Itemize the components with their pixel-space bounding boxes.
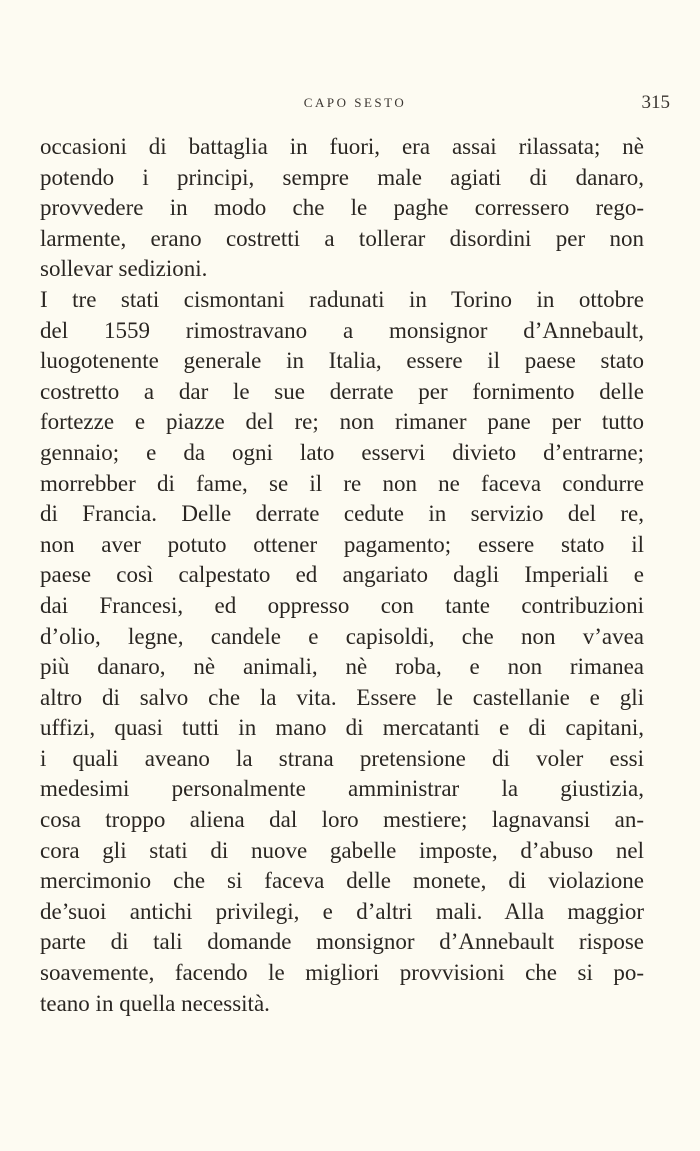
text-line: di Francia. Delle derrate cedute in servizio del re,: [40, 501, 644, 527]
text-line: occasioni di battaglia in fuori, era assai rilassata; nè: [40, 134, 644, 159]
chapter-title: CAPO SESTO: [303, 95, 407, 110]
text-line: larmente, erano costretti a tollerar disordini per non: [40, 225, 644, 251]
text-line: potendo i principi, sempre male agiati di danaro,: [40, 164, 644, 190]
text-line: uffizi, quasi tutti in mano di mercatanti e di capitani,: [40, 715, 644, 741]
text-line: altro di salvo che la vita. Essere le castellanie e gli: [40, 684, 644, 710]
text-line: luogotenente generale in Italia, essere il paese stato: [40, 348, 644, 374]
text-line: dai Francesi, ed oppresso con tante contribuzioni: [40, 592, 644, 618]
text-line: provvedere in modo che le paghe corressero rego-: [40, 195, 644, 221]
text-line: fortezze e piazze del re; non rimaner pane per tutto: [40, 409, 644, 435]
page-number: 315: [641, 92, 670, 113]
text-line: de’suoi antichi privilegi, e d’altri mali. Alla maggior: [40, 898, 644, 924]
text-line: del 1559 rimostravano a monsignor d’Annebault,: [40, 317, 644, 343]
text-line: soavemente, facendo le migliori provvisioni che si po-: [40, 960, 644, 986]
text-line: teano in quella necessità.: [40, 990, 270, 1016]
text-line: più danaro, nè animali, nè roba, e non rimanea: [40, 654, 644, 680]
text-line: non aver potuto ottener pagamento; essere stato il: [40, 531, 644, 557]
text-line: medesimi personalmente amministrar la giustizia,: [40, 776, 644, 802]
text-line: morrebber di fame, se il re non ne faceva condurre: [40, 470, 644, 496]
running-head: [40, 92, 670, 116]
text-line: i quali aveano la strana pretensione di voler essi: [40, 745, 644, 771]
text-line: cosa troppo aliena dal loro mestiere; lagnavansi an-: [40, 807, 644, 833]
body-text: [40, 132, 644, 1019]
text-line: costretto a dar le sue derrate per fornimento delle: [40, 378, 644, 404]
text-line: parte di tali domande monsignor d’Annebault rispose: [40, 929, 644, 955]
text-line: mercimonio che si faceva delle monete, di violazione: [40, 868, 644, 894]
text-line: gennaio; e da ogni lato esservi divieto d’entrarne;: [40, 439, 644, 465]
text-line: sollevar sedizioni.: [40, 256, 208, 282]
text-line: I tre stati cismontani radunati in Torino in ottobre: [40, 286, 644, 312]
text-line: cora gli stati di nuove gabelle imposte, d’abuso nel: [40, 837, 644, 863]
text-line: d’olio, legne, candele e capisoldi, che non v’avea: [40, 623, 644, 649]
text-line: paese così calpestato ed angariato dagli Imperiali e: [40, 562, 644, 588]
